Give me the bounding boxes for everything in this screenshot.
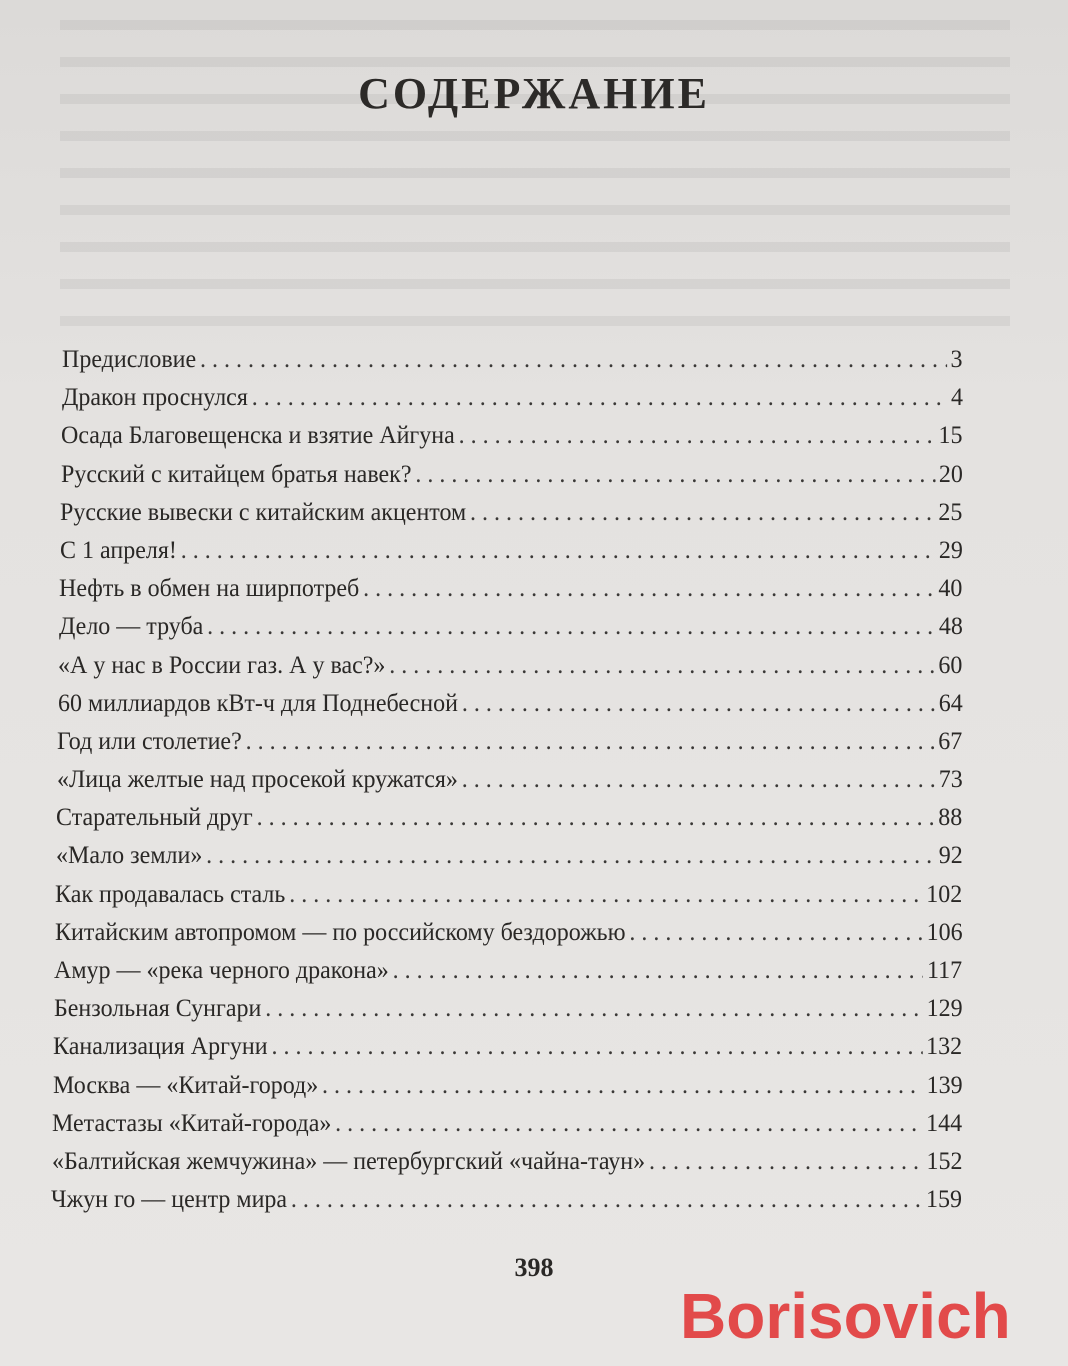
toc-entry [57, 766, 963, 804]
toc-entry-title: Осада Благовещенска и взятие Айгуна [61, 422, 455, 450]
toc-entry-title: «Балтийская жемчужина» — петербургский «чайна-таун» [51, 1147, 645, 1175]
toc-entry-title: Год или столетие? [57, 727, 242, 755]
dot-leader [257, 804, 935, 832]
dot-leader [289, 881, 922, 909]
toc-entry [61, 422, 962, 460]
toc-entry-title: Дракон проснулся [61, 384, 248, 412]
toc-entry [59, 575, 962, 613]
toc-entry-title: С 1 апреля! [59, 536, 177, 564]
toc-entry [59, 613, 963, 651]
dot-leader [322, 1072, 923, 1100]
toc-entry-title: Китайским автопромом — по российскому бездорожью [54, 918, 626, 946]
dot-leader [393, 957, 924, 985]
dot-leader [415, 461, 935, 489]
page-number: 398 [514, 1253, 554, 1282]
toc-entry-page: 117 [927, 957, 963, 984]
toc-entry [61, 461, 963, 499]
page-title: СОДЕРЖАНИЕ [358, 69, 710, 118]
toc-entry-title: «Лица желтые над просекой кружатся» [56, 766, 458, 794]
toc-entry-page: 60 [938, 651, 963, 679]
toc-entry-title: Русский с китайцем братья навек? [60, 460, 411, 488]
dot-leader [389, 652, 934, 680]
toc-entry [58, 652, 962, 690]
toc-entry-page: 29 [938, 536, 963, 564]
toc-entry [62, 346, 962, 384]
toc-entry [55, 919, 963, 957]
toc-entry-title: Метастазы «Китай-города» [52, 1109, 332, 1137]
dot-leader [461, 690, 934, 718]
toc-entry-title: Бензольная Сунгари [53, 995, 261, 1023]
dot-leader [180, 537, 934, 565]
dot-leader [207, 613, 935, 641]
toc-entry [52, 1148, 963, 1186]
toc-entry [62, 384, 963, 422]
toc-entry [60, 499, 962, 537]
toc-entry-title: Канализация Аргуни [53, 1033, 268, 1061]
table-of-contents [51, 346, 1000, 1224]
toc-entry [56, 842, 963, 880]
dot-leader [335, 1110, 922, 1138]
dot-leader [265, 995, 923, 1023]
toc-entry-page: 152 [926, 1147, 963, 1175]
dot-leader [470, 499, 935, 527]
dot-leader [629, 919, 922, 947]
dot-leader [246, 728, 935, 756]
toc-entry [53, 1072, 963, 1110]
toc-entry-title: «Мало земли» [55, 842, 202, 870]
toc-entry-page: 129 [926, 995, 963, 1023]
toc-entry-page: 159 [926, 1186, 963, 1214]
toc-entry-title: Предисловие [62, 346, 197, 373]
toc-entry-title: Дело — труба [58, 613, 203, 641]
toc-entry-page: 15 [938, 422, 963, 450]
dot-leader [461, 766, 934, 794]
watermark: Borisovich [680, 1280, 1011, 1352]
toc-entry [53, 1033, 962, 1071]
toc-entry-page: 106 [926, 918, 963, 946]
toc-entry-page: 139 [926, 1071, 963, 1099]
toc-entry-title: Чжун го — центр мира [51, 1186, 288, 1214]
toc-entry [54, 995, 963, 1033]
dot-leader [200, 346, 947, 374]
toc-entry-page: 48 [938, 613, 963, 641]
toc-entry [56, 804, 962, 842]
bleed-through-text [60, 0, 1010, 330]
toc-entry [58, 690, 963, 728]
toc-entry-title: 60 миллиардов кВт-ч для Поднебесной [57, 689, 458, 717]
toc-entry-page: 25 [938, 498, 963, 526]
dot-leader [291, 1186, 922, 1214]
toc-entry-page: 73 [938, 766, 963, 794]
dot-leader [648, 1148, 922, 1176]
toc-entry [60, 537, 963, 575]
toc-entry-page: 144 [926, 1109, 963, 1137]
toc-entry [55, 881, 962, 919]
toc-entry-title: Нефть в обмен на ширпотреб [59, 575, 360, 603]
dot-leader [363, 575, 934, 603]
toc-entry-page: 3 [950, 346, 963, 373]
toc-entry-page: 20 [938, 460, 963, 488]
toc-entry [54, 957, 962, 995]
toc-entry-page: 40 [938, 575, 963, 603]
toc-entry-page: 64 [938, 689, 963, 717]
toc-entry-page: 102 [926, 880, 963, 908]
toc-entry [57, 728, 962, 766]
toc-entry [52, 1110, 962, 1148]
toc-entry-page: 132 [926, 1033, 963, 1061]
dot-leader [251, 384, 946, 412]
dot-leader [271, 1033, 922, 1061]
toc-entry-page: 4 [950, 384, 963, 412]
toc-entry-page: 92 [938, 842, 963, 870]
dot-leader [459, 422, 935, 450]
dot-leader [206, 842, 935, 870]
toc-entry-title: Старательный друг [56, 804, 253, 832]
toc-entry-title: Как продавалась сталь [55, 880, 286, 908]
toc-entry-title: «А у нас в России газ. А у вас?» [58, 651, 386, 679]
toc-entry-title: Русские вывески с китайским акцентом [60, 498, 467, 526]
toc-entry [51, 1186, 962, 1224]
toc-entry-page: 88 [938, 804, 963, 832]
toc-entry-page: 67 [938, 727, 963, 755]
toc-entry-title: Амур — «река черного дракона» [54, 957, 389, 984]
toc-entry-title: Москва — «Китай-город» [52, 1071, 318, 1099]
